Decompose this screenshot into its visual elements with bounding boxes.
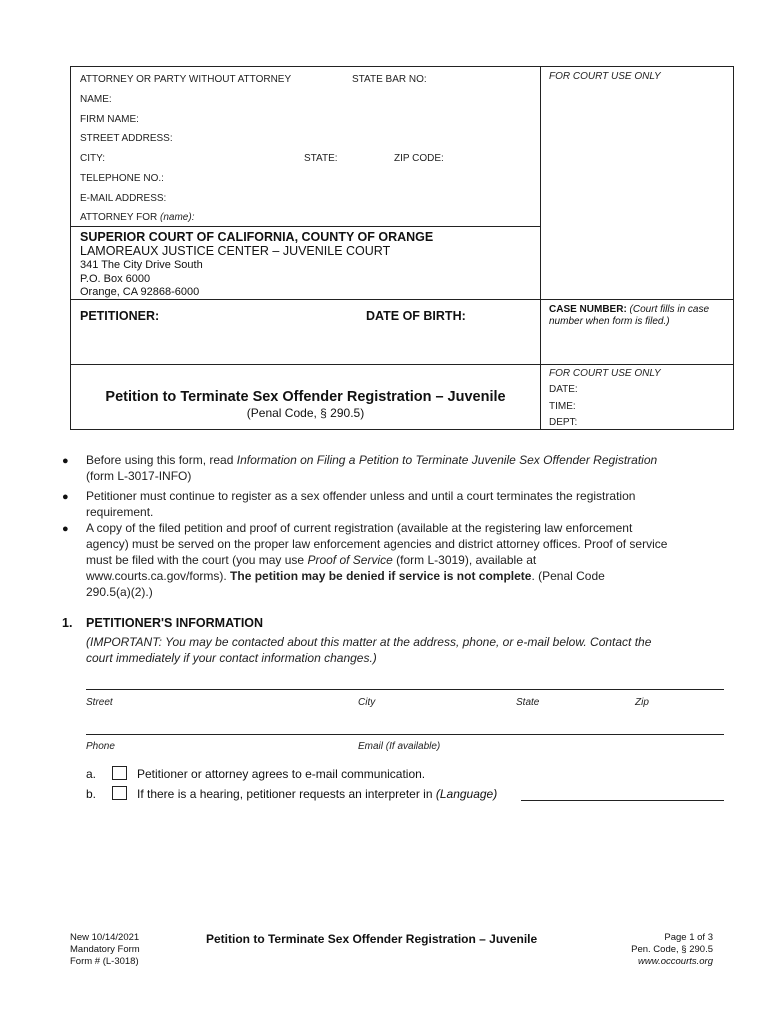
item-b-text: If there is a hearing, petitioner requests an interpreter in (Language) (137, 787, 498, 801)
item-a-letter: a. (86, 767, 97, 781)
footer-left (70, 932, 140, 968)
court-address-line3: Orange, CA 92868-6000 (80, 286, 200, 298)
zip-field[interactable]: Zip (635, 697, 649, 708)
hearing-court-use-label: FOR COURT USE ONLY (549, 368, 661, 379)
court-address-line2: P.O. Box 6000 (80, 273, 151, 285)
date-of-birth-label: DATE OF BIRTH: (366, 309, 466, 323)
address-underline (86, 689, 724, 690)
court-use-divider (540, 66, 541, 300)
hearing-dept-label: DEPT: (549, 417, 578, 428)
interpreter-checkbox[interactable] (112, 786, 127, 800)
language-input-line[interactable] (521, 800, 724, 801)
court-center: LAMOREAUX JUSTICE CENTER – JUVENILE COURT (80, 244, 391, 258)
form-title: Petition to Terminate Sex Offender Registration – Juvenile (105, 389, 506, 405)
court-name: SUPERIOR COURT OF CALIFORNIA, COUNTY OF ORANGE (80, 230, 434, 244)
form-subtitle: (Penal Code, § 290.5) (246, 406, 365, 420)
footer-form-number: Form # (L-3018) (70, 956, 139, 967)
state-field[interactable]: State (516, 697, 540, 708)
footer-penal-code: Pen. Code, § 290.5 (631, 944, 713, 955)
bullet-dot-3: ● (62, 523, 69, 535)
instruction-bullet-3: A copy of the filed petition and proof of current registration (available at the registering law enforcement agency) must be served on the proper law enforcement agencies and district attorney offices. Proof of service must be filed with the court (you may use Proof of Service (form L-3019), available at www.courts.ca.gov/forms). The petition may be denied if service is not complete. (Penal Code 290.5(a)(2).) (86, 521, 668, 599)
city-field[interactable]: City (358, 697, 376, 708)
footer-mandatory: Mandatory Form (70, 944, 140, 955)
bullet-dot-2: ● (62, 491, 69, 503)
court-name-divider (70, 226, 541, 227)
zip-code-label: ZIP CODE: (394, 153, 444, 164)
court-address-line1: 341 The City Drive South (80, 259, 203, 271)
case-number-divider (540, 299, 541, 365)
phone-field[interactable]: Phone (86, 741, 115, 752)
section-1-important-note: (IMPORTANT: You may be contacted about this matter at the address, phone, or e-mail below. Contact the court immediately if your contact information changes.) (86, 635, 652, 665)
telephone-label: TELEPHONE NO.: (80, 173, 164, 184)
section-1-heading: PETITIONER'S INFORMATION (86, 616, 264, 630)
contact-underline (86, 734, 724, 735)
name-label: NAME: (80, 94, 112, 105)
instruction-bullet-2: Petitioner must continue to register as a sex offender unless and until a court terminates the registration requirement. (86, 489, 636, 519)
state-bar-label: STATE BAR NO: (352, 74, 427, 85)
petitioner-label: PETITIONER: (80, 309, 160, 323)
case-number-label: CASE NUMBER: (Court fills in case number when form is filed.) (549, 304, 710, 327)
footer-page-number: Page 1 of 3 (664, 932, 713, 943)
city-label: CITY: (80, 153, 106, 164)
instruction-bullet-1: Before using this form, read Information on Filing a Petition to Terminate Juvenile Sex Offender Registration (form L-3017-INFO) (86, 453, 658, 483)
footer-title: Petition to Terminate Sex Offender Registration – Juvenile (206, 932, 538, 946)
item-b-letter: b. (86, 787, 97, 801)
footer-website: www.occourts.org (638, 956, 713, 967)
attorney-for-label: ATTORNEY FOR (name): (80, 212, 195, 223)
footer-date: New 10/14/2021 (70, 932, 140, 943)
email-address-label: E-MAIL ADDRESS: (80, 193, 167, 204)
email-field[interactable]: Email (If available) (358, 741, 441, 752)
court-use-label: FOR COURT USE ONLY (549, 71, 661, 82)
footer-right (560, 932, 713, 968)
state-label: STATE: (304, 153, 338, 164)
hearing-date-label: DATE: (549, 384, 578, 395)
bullet-dot-1: ● (62, 455, 69, 467)
item-a-text: Petitioner or attorney agrees to e-mail communication. (137, 767, 426, 781)
email-consent-checkbox[interactable] (112, 766, 127, 780)
hearing-time-label: TIME: (549, 401, 576, 412)
street-field[interactable]: Street (86, 697, 113, 708)
section-1-number: 1. (62, 616, 73, 630)
street-address-label: STREET ADDRESS: (80, 133, 173, 144)
attorney-label: ATTORNEY OR PARTY WITHOUT ATTORNEY (80, 74, 292, 85)
firm-name-label: FIRM NAME: (80, 114, 139, 125)
